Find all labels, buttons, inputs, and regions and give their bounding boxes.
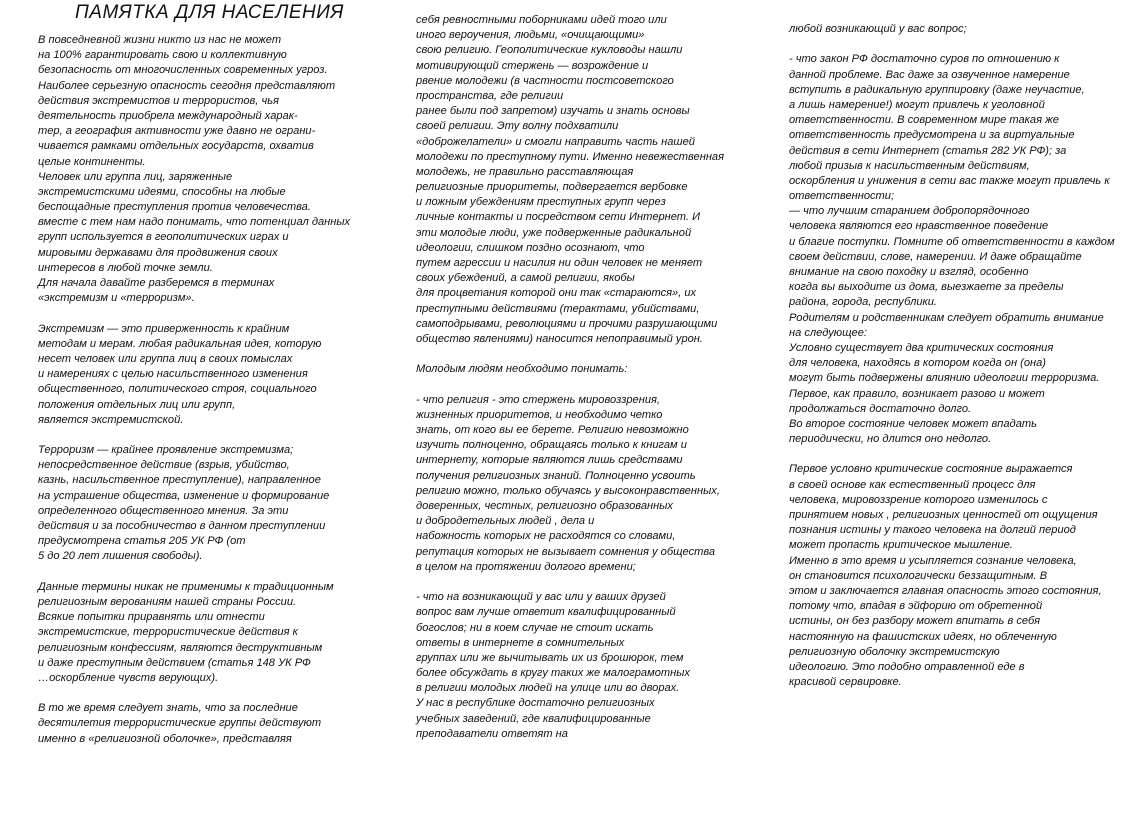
text-line: самоподрывами, революциями и прочими разрушающими: [416, 317, 718, 330]
text-line: вопрос вам лучше ответит квалифицированный: [416, 606, 676, 619]
text-line: - что на возникающий у вас или у ваших друзей: [416, 591, 666, 604]
text-line: является экстремистской.: [38, 413, 184, 426]
text-line: своей религии. Эту волну подхватили: [416, 120, 619, 133]
text-line: ответственность предусмотрена и за виртуальные: [789, 129, 1075, 142]
text-line: в своей основе как естественный процесс для: [789, 478, 1036, 491]
text-line: и благие поступки. Помните об ответственности в каждом: [789, 235, 1115, 248]
text-line: Первое условно критические состояние выражается: [789, 463, 1073, 476]
text-line: может пропасть критическое мышление.: [789, 539, 1013, 552]
text-line: действия и за пособничество в данном преступлении: [38, 520, 326, 532]
text-line: Родителям и родственникам следует обратить внимание: [789, 311, 1104, 324]
column-right: [789, 22, 1119, 690]
text-line: казнь, насильственное преступление), направленное: [38, 474, 321, 487]
text-line: продолжаться достаточно долго.: [789, 402, 972, 415]
text-line: любой возникающий у вас вопрос;: [789, 23, 967, 35]
text-line: «доброжелатели» и смогли направить часть нашей: [416, 135, 695, 148]
text-line: мировыми державами для продвижения своих: [38, 246, 278, 259]
text-line: несет человек или группа лиц в своих помыслах: [38, 352, 293, 365]
text-line: Молодым людям необходимо понимать:: [416, 363, 628, 376]
text-line: более обсуждать в кругу таких же малограмотных: [416, 667, 690, 680]
text-line: себя ревностными поборниками идей того или: [416, 14, 667, 26]
text-line: человека, мировоззрение которого изменилось с: [789, 493, 1048, 506]
text-line: интересов в любой точке земли.: [38, 261, 213, 274]
text-line: Данные термины никак не применимы к традиционным: [38, 580, 334, 593]
text-line: репутация которых не вызывает сомнения у общества: [416, 545, 716, 558]
text-line: вступить в радикальную группировку (даже неучастие,: [789, 83, 1085, 96]
text-line: истины, он без разбору может впитать в себя: [789, 615, 1041, 628]
text-line: когда вы выходите из дома, выезжаете за пределы: [789, 281, 1064, 294]
column-middle: [416, 13, 756, 742]
text-line: преступными действиями (терактами, убийствами,: [416, 302, 700, 315]
text-line: тер, а география активности уже давно не ограни-: [38, 125, 316, 138]
text-line: интернету, которые являются лишь средствами: [416, 454, 683, 467]
text-line: …оскорбление чувств верующих).: [38, 671, 219, 684]
text-line: молодежи по преступному пути. Именно невежественная: [416, 150, 725, 163]
text-line: рвение молодежи (в частности постсоветского: [416, 74, 674, 87]
text-line: чивается рамками отдельных государств, охватив: [38, 140, 314, 153]
text-line: определенного общественного мнения. За эти: [38, 504, 289, 517]
text-line: экстремистскими идеями, способны на любые: [38, 185, 286, 198]
text-line: Всякие попытки приравнять или отнести: [38, 611, 265, 624]
text-line: беспощадные преступления против человечества.: [38, 201, 311, 214]
text-line: любой призыв к насильственным действиям,: [789, 159, 1030, 172]
text-line: потому что, впадая в эйфорию от обретенной: [789, 600, 1043, 613]
text-line: и даже преступным действием (статья 148 УК РФ: [38, 656, 311, 669]
text-line: настоянную на фашистских идеях, но облеченную: [789, 630, 1057, 643]
text-line: Терроризм — крайнее проявление экстремизма;: [38, 444, 294, 457]
text-line: «экстремизм и «терроризм».: [38, 292, 195, 305]
text-line: Первое, как правило, возникает разово и может: [789, 387, 1045, 400]
text-line: Человек или группа лиц, заряженные: [38, 170, 233, 183]
text-line: целые континенты.: [38, 155, 146, 168]
text-line: общество явлениями) наносится непоправимый урон.: [416, 332, 703, 345]
text-line: для человека, находясь в котором когда он (она): [789, 357, 1046, 370]
text-line: своих убеждений, а самой религии, якобы: [416, 272, 635, 285]
text-line: и добродетельных людей , дела и: [416, 515, 595, 528]
text-column-2: [416, 13, 756, 742]
text-line: группах или же вычитывать их из брошюрок, тем: [416, 651, 684, 664]
text-column-1: [38, 33, 378, 747]
text-line: он становится психологически беззащитным. В: [789, 569, 1048, 582]
text-line: для процветания которой они так «стараются», их: [416, 287, 697, 300]
text-line: на устрашение общества, изменение и формирование: [38, 489, 330, 502]
text-line: - что религия - это стержень мировоззрения,: [416, 393, 661, 406]
text-line: внимание на свою походку и взгляд, особенно: [789, 266, 1029, 278]
text-line: в целом на протяжении долгого времени;: [416, 560, 636, 573]
text-line: - что закон РФ достаточно суров по отношению к: [789, 53, 1060, 66]
text-line: [38, 306, 378, 321]
text-line: жизненных приоритетов, и необходимо четко: [416, 408, 663, 421]
text-line: и намерениях с целью насильственного изменения: [38, 368, 308, 381]
text-line: безопасность от многочисленных современных угроз.: [38, 64, 328, 77]
text-line: ответственности;: [789, 190, 895, 203]
text-line: религиозным верованиям нашей страны России.: [38, 595, 297, 608]
text-line: периодически, но длится оно недолго.: [789, 433, 992, 446]
text-line: оскорбления и унижения в сети вас также могут привлечь к: [789, 174, 1110, 187]
text-line: пространства, где религии: [416, 89, 564, 102]
text-line: мотивирующий стержень — возрождение и: [416, 59, 649, 72]
text-line: действия в сети Интернет (статья 282 УК РФ); за: [789, 144, 1067, 157]
text-line: [38, 565, 378, 580]
text-line: получения религиозных знаний. Полноценно усвоить: [416, 469, 696, 482]
text-line: деятельность приобрела международный харак-: [38, 109, 298, 122]
text-line: действия экстремистов и террористов, чья: [38, 94, 279, 107]
text-line: доверенных, честных, религиозно образованных: [416, 500, 673, 512]
text-line: экстремистские, террористические действия к: [38, 626, 298, 639]
text-line: религиозную оболочку экстремистскую: [789, 645, 1000, 658]
text-line: и ложным убеждениям преступных групп через: [416, 196, 666, 209]
text-line: молодежь, не правильно расставляющая: [416, 165, 634, 178]
text-line: на следующее:: [789, 326, 867, 339]
text-line: [416, 347, 756, 362]
text-line: человека являются его нравственное поведение: [789, 220, 1049, 233]
text-line: познания истины у такого человека на долгий период: [789, 524, 1076, 537]
text-line: ответственности. В современном мире такая же: [789, 114, 1059, 127]
text-line: изучить полноценно, обращаясь только к книгам и: [416, 439, 687, 452]
text-line: района, города, республики.: [789, 296, 938, 309]
text-line: методам и мерам. любая радикальная идея, которую: [38, 337, 322, 350]
text-line: положения отдельных лиц или групп,: [38, 398, 236, 411]
text-line: ранее были под запретом) изучать и знать основы: [416, 105, 690, 118]
text-line: религию можно, только обучаясь у высоконравственных,: [416, 484, 720, 497]
text-line: иного вероучения, людьми, «очищающими»: [416, 29, 645, 42]
text-line: знать, от кого вы ее берете. Религию невозможно: [416, 424, 689, 437]
text-line: путем агрессии и насилия ни один человек не меняет: [416, 257, 703, 269]
text-line: непосредственное действие (взрыв, убийство,: [38, 459, 290, 472]
text-line: преподаватели ответят на: [416, 727, 568, 740]
text-line: [416, 575, 756, 590]
text-line: десятилетия террористические группы действуют: [38, 717, 322, 730]
text-line: свою религию. Геополитические кукловоды нашли: [416, 44, 683, 57]
text-line: этом и заключается главная опасность этого состояния,: [789, 584, 1102, 597]
page-title: ПАМЯТКА ДЛЯ НАСЕЛЕНИЯ: [75, 2, 344, 23]
text-line: своем действии, слове, намерении. И даже обращайте: [789, 250, 1082, 263]
text-line: данной проблеме. Вас даже за озвученное намерение: [789, 68, 1070, 81]
text-line: вместе с тем нам надо понимать, что потенциал данных: [38, 216, 351, 229]
text-line: богослов; ни в коем случае не стоит искать: [416, 621, 654, 634]
column-left: [38, 0, 378, 747]
text-line: [38, 686, 378, 701]
text-line: именно в «религиозной оболочке», представляя: [38, 732, 292, 745]
text-line: религиозные приоритеты, подвергается вербовке: [416, 181, 688, 194]
text-line: предусмотрена статья 205 УК РФ (от: [38, 535, 246, 548]
text-line: В повседневной жизни никто из нас не может: [38, 34, 282, 46]
text-line: религиозным конфессиям, являются деструктивным: [38, 641, 323, 654]
text-line: а лишь намерение!) могут привлечь к уголовной: [789, 98, 1045, 111]
text-line: в религии молодых людей на улице или во дворах.: [416, 682, 680, 695]
text-line: [416, 378, 756, 393]
text-line: У нас в республике достаточно религиозных: [416, 697, 655, 710]
text-line: красивой сервировке.: [789, 676, 902, 689]
text-line: В то же время следует знать, что за последние: [38, 702, 298, 715]
text-line: принятием новых , религиозных ценностей от ощущения: [789, 509, 1098, 521]
text-line: личные контакты и посредством сети Интернет. И: [416, 211, 701, 224]
text-line: Наиболее серьезную опасность сегодня представляют: [38, 79, 336, 92]
text-line: Во второе состояние человек может впадать: [789, 417, 1037, 430]
text-line: общественного, политического строя, социального: [38, 383, 317, 396]
text-line: эти молодые люди, уже подверженные радикальной: [416, 226, 692, 239]
text-line: групп используется в геополитических играх и: [38, 231, 289, 244]
text-line: 5 до 20 лет лишения свободы).: [38, 550, 203, 563]
text-line: идеологии, слишком поздно осознают, что: [416, 241, 645, 254]
text-line: — что лучшим старанием добропорядочного: [789, 205, 1030, 218]
text-line: Для начала давайте разберемся в терминах: [38, 277, 275, 289]
text-line: Экстремизм — это приверженность к крайним: [38, 322, 290, 335]
text-line: идеологию. Это подобно отравленной еде в: [789, 660, 1025, 673]
text-line: на 100% гарантировать свою и коллективную: [38, 49, 287, 62]
text-column-3: [789, 22, 1119, 690]
text-line: [38, 428, 378, 443]
text-line: Именно в это время и усыпляется сознание человека,: [789, 554, 1077, 567]
text-line: [789, 447, 1119, 462]
text-line: ответы в интернете в сомнительных: [416, 636, 625, 649]
text-line: учебных заведений, где квалифицированные: [416, 712, 651, 725]
text-line: Условно существует два критических состояния: [789, 341, 1054, 354]
text-line: могут быть подвержены влиянию идеологии терроризма.: [789, 372, 1100, 385]
text-line: [789, 37, 1119, 52]
text-line: набожность которых не расходятся со словами,: [416, 530, 676, 543]
